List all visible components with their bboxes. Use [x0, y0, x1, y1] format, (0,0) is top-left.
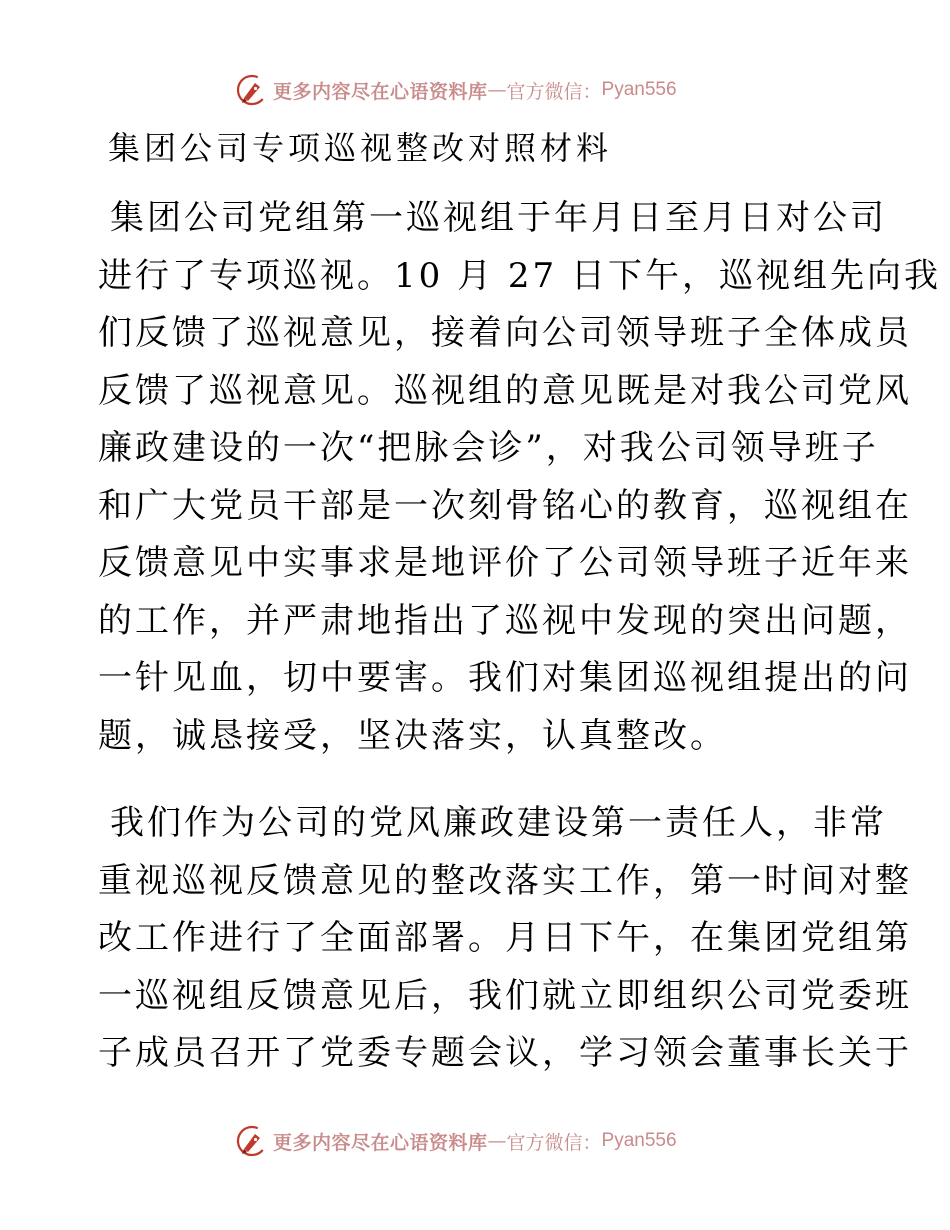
watermark-label: 官方微信：	[506, 80, 602, 103]
paragraph-line: 集团公司党组第一巡视组于年月日至月日对公司	[110, 198, 887, 238]
paragraph-line: 们反馈了巡视意见，接着向公司领导班子全体成员	[98, 313, 912, 353]
paragraph-line: 改工作进行了全面部署。月日下午，在集团党组第	[98, 918, 912, 958]
watermark-header	[235, 72, 677, 108]
watermark-account: Pyan556	[601, 1130, 677, 1151]
body-paragraph-2	[98, 795, 912, 1083]
watermark-label: 官方微信：	[506, 1131, 602, 1154]
paragraph-line: 一针见血，切中要害。我们对集团巡视组提出的问	[98, 658, 912, 698]
paragraph-line: 我们作为公司的党风廉政建设第一责任人，非常	[110, 803, 887, 843]
paragraph-line: 重视巡视反馈意见的整改落实工作，第一时间对整	[98, 860, 912, 901]
paragraph-line: 和广大党员干部是一次刻骨铭心的教育，巡视组在	[98, 485, 912, 526]
paragraph-line: 的工作，并严肃地指出了巡视中发现的突出问题，	[98, 600, 912, 641]
paragraph-line: 反馈了巡视意见。巡视组的意见既是对我公司党风	[98, 370, 912, 411]
paragraph-line: 一巡视组反馈意见后，我们就立即组织公司党委班	[98, 975, 912, 1016]
paragraph-line: 子成员召开了党委专题会议，学习领会董事长关于	[98, 1033, 912, 1073]
watermark-dash: —	[487, 79, 507, 101]
paragraph-line: 廉政建设的一次“把脉会诊”，对我公司领导班子	[98, 428, 879, 468]
pen-nib-logo-icon	[235, 1124, 269, 1158]
watermark-dash: —	[487, 1130, 507, 1152]
body-paragraph-1	[98, 190, 941, 765]
paragraph-line: 反馈意见中实事求是地评价了公司领导班子近年来	[98, 543, 912, 583]
document-title: 集团公司专项巡视整改对照材料	[108, 129, 613, 167]
watermark-brand: 更多内容尽在心语资料库	[273, 1131, 488, 1154]
pen-nib-logo-icon	[235, 73, 269, 107]
watermark-brand: 更多内容尽在心语资料库	[273, 80, 488, 103]
paragraph-line: 进行了专项巡视。10 月 27 日下午，巡视组先向我	[98, 255, 941, 296]
watermark-footer	[235, 1123, 677, 1159]
paragraph-line: 题，诚恳接受，坚决落实，认真整改。	[98, 715, 727, 756]
watermark-account: Pyan556	[601, 79, 677, 100]
